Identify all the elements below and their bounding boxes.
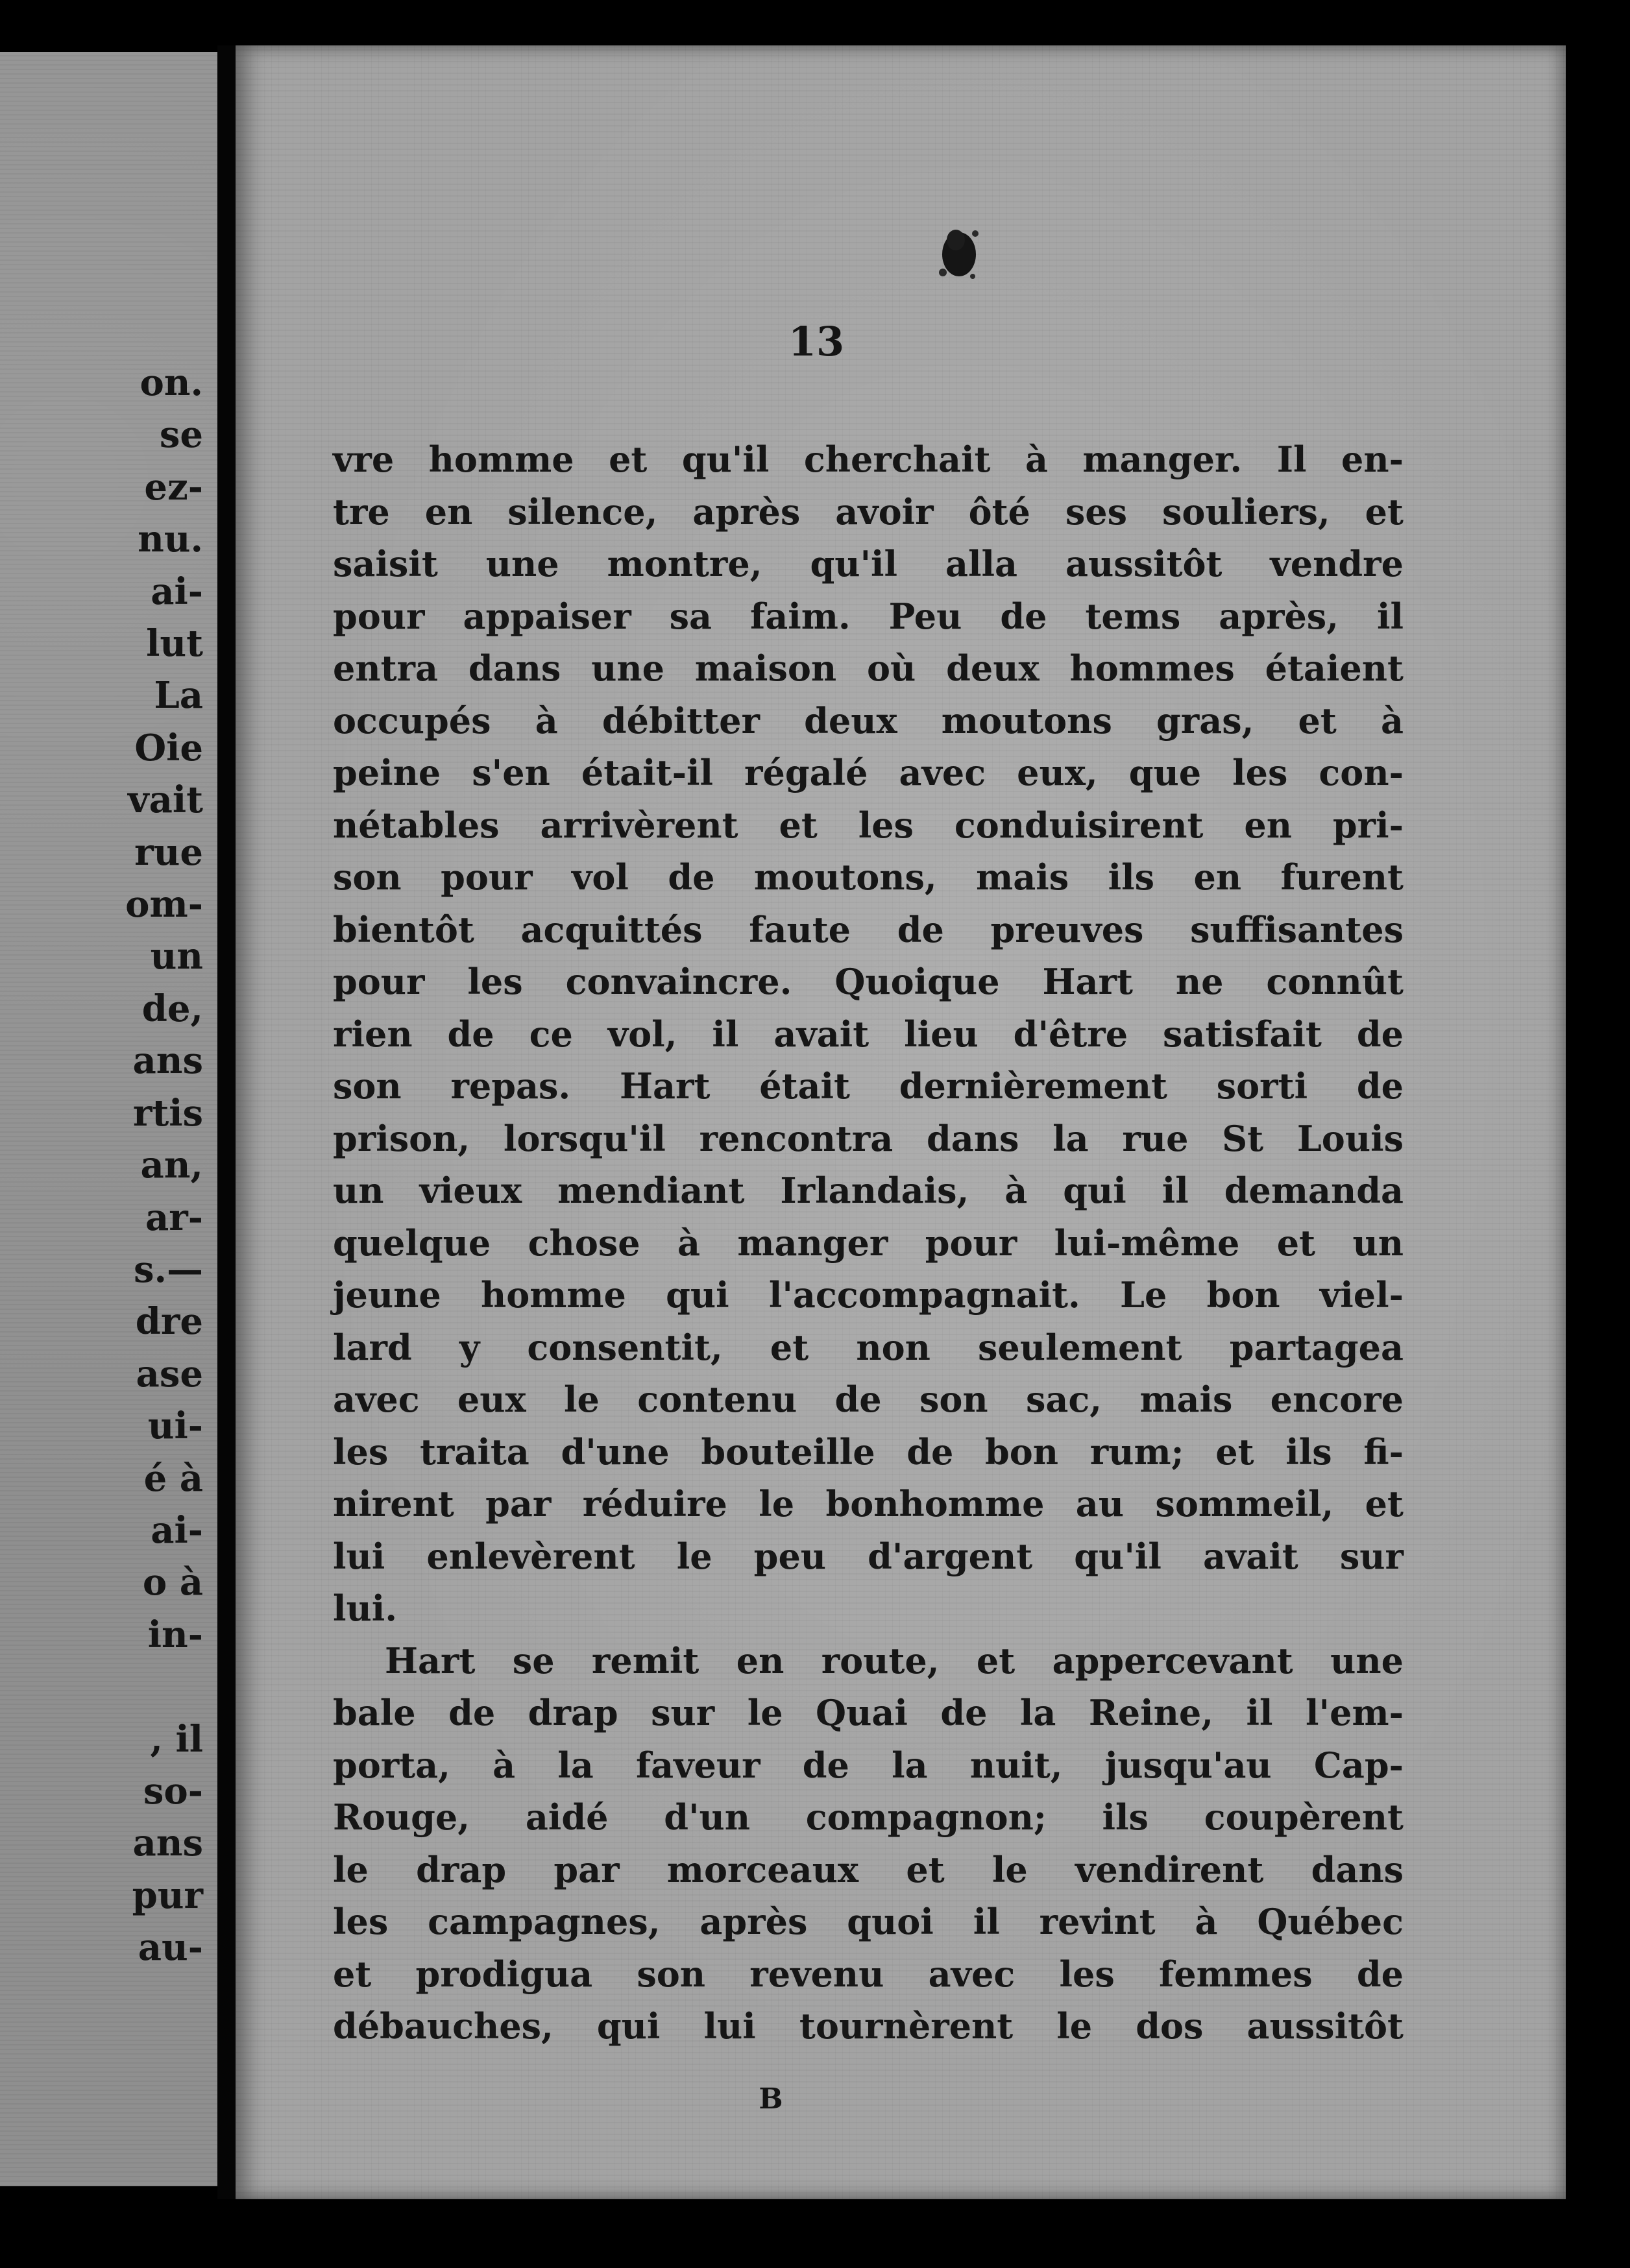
text-line: quelque chose à manger pour lui-même et un xyxy=(333,1222,1404,1264)
text-line: entra dans une maison où deux hommes étaient xyxy=(333,647,1404,689)
page-body-text xyxy=(333,433,1404,2053)
text-line: lui. xyxy=(333,1587,398,1629)
previous-page-fragment: om- xyxy=(125,883,203,926)
text-line: Rouge, aidé d'un compagnon; ils coupèrent xyxy=(333,1796,1404,1838)
ink-blot-mark xyxy=(930,214,988,292)
previous-page-fragment: ase xyxy=(136,1352,203,1395)
text-line: son repas. Hart était dernièrement sorti de xyxy=(333,1065,1404,1107)
previous-page-fragment: rue xyxy=(134,830,203,874)
text-line: les campagnes, après quoi il revint à Québec xyxy=(333,1901,1404,1942)
previous-page-fragment: in- xyxy=(147,1613,203,1656)
previous-page-fragment: on. xyxy=(140,361,203,404)
previous-page-fragment: o à xyxy=(142,1561,203,1604)
text-line: nétables arrivèrent et les conduisirent en pri- xyxy=(333,804,1404,846)
text-line: jeune homme qui l'accompagnait. Le bon viel- xyxy=(333,1274,1404,1316)
previous-page-fragment: La xyxy=(154,674,203,718)
signature-mark: B xyxy=(759,2082,783,2116)
text-line: bientôt acquittés faute de preuves suffisantes xyxy=(333,908,1404,950)
previous-page-fragment: se xyxy=(159,413,203,457)
previous-page-fragment xyxy=(125,1661,203,1713)
previous-page-fragment: ans xyxy=(132,1039,203,1083)
previous-page-fragment: ai- xyxy=(151,1508,203,1552)
text-line: porta, à la faveur de la nuit, jusqu'au Cap- xyxy=(333,1744,1404,1786)
previous-page-fragment: ui- xyxy=(147,1405,203,1448)
previous-page-fragment: ai- xyxy=(151,570,203,613)
text-line: vre homme et qu'il cherchait à manger. Il en- xyxy=(333,439,1404,480)
text-line: le drap par morceaux et le vendirent dans xyxy=(333,1848,1404,1890)
previous-page-fragment: lut xyxy=(146,622,203,666)
previous-page-fragment: vait xyxy=(128,778,203,822)
page-number: 13 xyxy=(788,318,845,365)
previous-page-fragment: rtis xyxy=(132,1091,203,1135)
text-line: tre en silence, après avoir ôté ses souliers, et xyxy=(333,490,1404,533)
previous-page-fragment: dre xyxy=(135,1300,203,1344)
previous-page-fragment: Oie xyxy=(134,726,203,769)
previous-page-fragment: so- xyxy=(143,1769,203,1813)
text-line: son pour vol de moutons, mais ils en furent xyxy=(333,856,1404,898)
previous-page-edge xyxy=(0,52,217,2186)
text-line: lui enlevèrent le peu d'argent qu'il avait sur xyxy=(333,1535,1404,1577)
paragraph-2 xyxy=(333,1635,1404,2053)
previous-page-line-endings xyxy=(125,357,203,1974)
text-line: débauches, qui lui tournèrent le dos aussitôt xyxy=(333,2005,1404,2047)
previous-page-fragment: é à xyxy=(143,1456,203,1500)
previous-page-fragment: an, xyxy=(140,1144,203,1187)
previous-page-fragment: au- xyxy=(138,1926,203,1970)
text-line: un vieux mendiant Irlandais, à qui il demanda xyxy=(333,1170,1404,1211)
text-line: pour appaiser sa faim. Peu de tems après, il xyxy=(333,595,1404,637)
current-page xyxy=(236,45,1566,2199)
text-line: les traita d'une bouteille de bon rum; et ils fi- xyxy=(333,1430,1404,1473)
previous-page-fragment: nu. xyxy=(138,518,203,561)
previous-page-fragment: ar- xyxy=(145,1196,203,1239)
previous-page-fragment: un xyxy=(150,935,203,978)
text-line: bale de drap sur le Quai de la Reine, il l'em- xyxy=(333,1692,1404,1733)
text-line: avec eux le contenu de son sac, mais encore xyxy=(333,1379,1404,1420)
previous-page-fragment: , il xyxy=(150,1717,203,1761)
text-line: rien de ce vol, il avait lieu d'être satisfait de xyxy=(333,1013,1404,1055)
text-line: peine s'en était-il régalé avec eux, que les con- xyxy=(333,752,1404,793)
previous-page-fragment: s.— xyxy=(133,1248,203,1291)
previous-page-fragment: ez- xyxy=(144,465,203,509)
previous-page-fragment: pur xyxy=(132,1874,203,1917)
text-line: nirent par réduire le bonhomme au sommeil, et xyxy=(333,1483,1404,1525)
text-line: saisit une montre, qu'il alla aussitôt vendre xyxy=(333,543,1404,585)
previous-page-fragment: de, xyxy=(141,987,203,1030)
previous-page-fragment: ans xyxy=(132,1822,203,1865)
text-line: prison, lorsqu'il rencontra dans la rue St Louis xyxy=(333,1117,1404,1159)
text-line: occupés à débitter deux moutons gras, et à xyxy=(333,699,1404,742)
text-line: pour les convaincre. Quoique Hart ne connût xyxy=(333,961,1404,1002)
text-line: lard y consentit, et non seulement partagea xyxy=(333,1326,1404,1368)
text-line: Hart se remit en route, et appercevant une xyxy=(385,1639,1404,1682)
book-gutter xyxy=(217,45,236,2199)
text-line: et prodigua son revenu avec les femmes de xyxy=(333,1953,1404,1995)
paragraph-1 xyxy=(333,433,1404,1635)
